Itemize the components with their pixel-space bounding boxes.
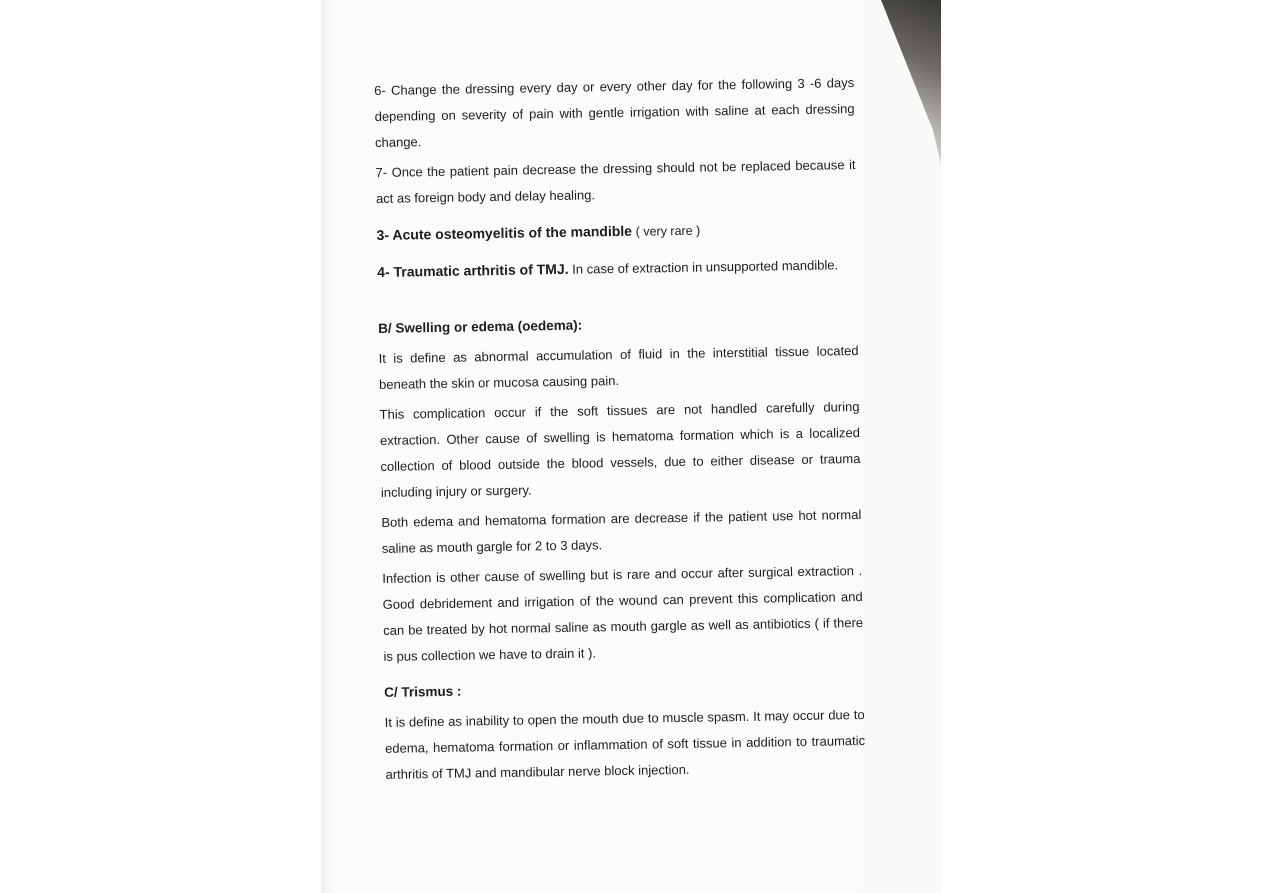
dressing-step-6: 6- Change the dressing every day or every other day for the following 3 -6 days depending on severity of pain with gentle irrigation with saline at each dressing change.	[374, 75, 855, 150]
section-c-paragraph: It is define as inability to open the mouth due to muscle spasm. It may occur due to edema, hematoma formation or inflammation of soft tissue in addition to traumatic arthritis of TMJ and mandibular nerve block injection.	[384, 706, 866, 782]
page-text	[374, 70, 866, 788]
section-b-paragraph: Infection is other cause of swelling but is rare and occur after surgical extraction . Good debridement and irrigation of the wound can prevent this complication and can be treated by hot normal saline as mouth gargle as well as antibiotics ( if there is pus collection we have to drain it ).	[382, 562, 864, 664]
section-b-paragraph: Both edema and hematoma formation are decrease if the patient use hot normal saline as mouth gargle for 2 to 3 days.	[381, 506, 862, 556]
section-c-heading: C/ Trismus :	[384, 683, 462, 700]
section-b-paragraph: This complication occur if the soft tissues are not handled carefully during extraction. Other cause of swelling is hematoma formation which is a localized collection of blood outside the blood vessels, due to either disease or trauma including injury or surgery.	[379, 398, 861, 500]
complication-3-title: 3- Acute osteomyelitis of the mandible	[376, 222, 633, 243]
complication-4-text: In case of extraction in unsupported mandible.	[572, 257, 839, 277]
folded-corner-shadow	[851, 0, 941, 165]
complication-3-note: ( very rare )	[635, 223, 701, 239]
document-page	[321, 0, 941, 893]
section-b-heading: B/ Swelling or edema (oedema):	[378, 317, 583, 336]
complication-4-title: 4- Traumatic arthritis of TMJ.	[377, 260, 569, 280]
section-b-paragraph: It is define as abnormal accumulation of fluid in the interstitial tissue located beneath the skin or mucosa causing pain.	[378, 343, 859, 392]
dressing-step-7: 7- Once the patient pain decrease the dressing should not be replaced because it act as foreign body and delay healing.	[375, 157, 856, 206]
